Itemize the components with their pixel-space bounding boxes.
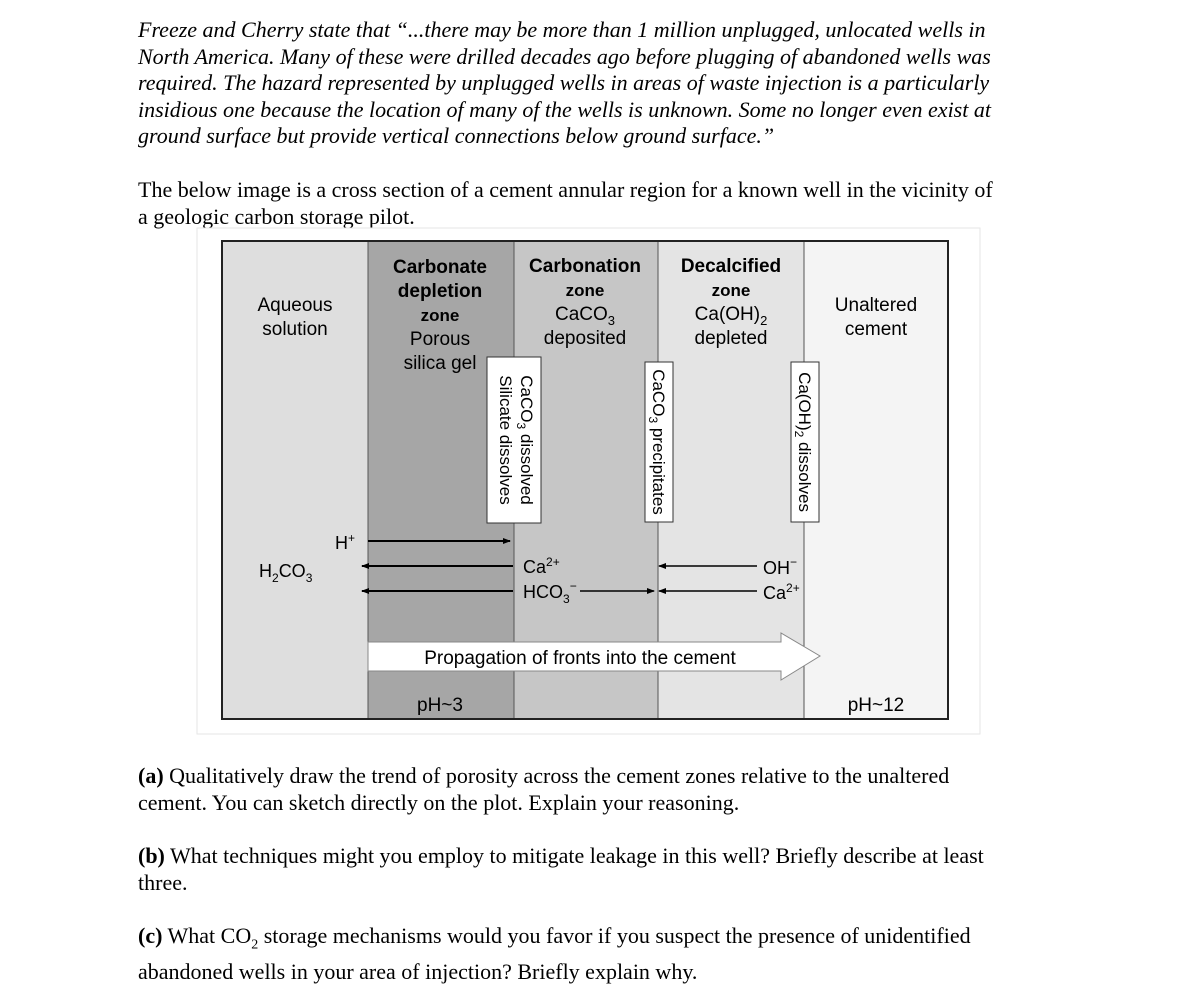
unaltered-label: cement: [844, 319, 908, 340]
question-b-label: (b): [138, 843, 165, 868]
depletion-sub: zone: [420, 306, 460, 325]
carbonation-desc: deposited: [543, 328, 627, 349]
front-1-line2: Silicate dissolves: [496, 375, 515, 505]
front-3-label: [792, 372, 814, 512]
question-line: three.: [138, 869, 188, 895]
ph-right-label: pH~12: [847, 695, 905, 716]
decalcified-desc: depleted: [694, 328, 768, 349]
decalcified-desc: $Ca(OH)_2$: [694, 304, 768, 328]
depletion-desc: silica gel: [403, 353, 477, 374]
hco3-label: $HCO_3^-$: [523, 579, 577, 606]
quote-line: required. The hazard represented by unplugged wells in areas of waste injection is a particularly: [138, 70, 990, 95]
decalcified-title: Decalcified: [680, 256, 782, 277]
quote-line: ground surface but provide vertical connections below ground surface.”: [138, 123, 775, 148]
aqueous-label: Aqueous: [257, 295, 333, 316]
ca-ion-label: $Ca^{2+}$: [523, 555, 560, 577]
depletion-title: depletion: [397, 281, 483, 302]
quote-line: Freeze and Cherry state that “...there may be more than 1 million unplugged, unlocated wells in: [138, 17, 986, 42]
oh-label: OH−: [763, 555, 798, 578]
decalcified-sub: zone: [711, 281, 751, 300]
question-c-label: (c): [138, 923, 163, 948]
carbonation-sub: zone: [565, 281, 605, 300]
carbonation-title: Carbonation: [529, 256, 641, 277]
question-line: (b) What techniques might you employ to mitigate leakage in this well? Briefly describe at least: [138, 843, 984, 868]
aqueous-label: solution: [262, 319, 328, 340]
depletion-desc: Porous: [409, 329, 471, 350]
front-1-line1: CaCO$_3$ dissolved: [514, 375, 536, 505]
question-a-label: (a): [138, 763, 164, 788]
ca-ion-label-2: $Ca^{2+}$: [763, 581, 800, 603]
question-line: abandoned wells in your area of injection? Briefly explain why.: [138, 958, 698, 984]
question-a: [138, 763, 1053, 816]
svg-text:CaCO3 precipitates: CaCO$_3$ precipitates: [646, 369, 668, 515]
carbonation-desc: CaCO$_3$: [554, 304, 616, 328]
question-b: [138, 843, 1053, 896]
propagation-label: Propagation of fronts into the cement: [424, 648, 736, 669]
h2co3-label: $H_2CO_3$: [259, 561, 313, 585]
question-c: [138, 923, 1053, 985]
intro-line: a geologic carbon storage pilot.: [138, 203, 415, 229]
intro-line: The below image is a cross section of a cement annular region for a known well in the vicinity of: [138, 177, 993, 202]
h-plus-label: H+: [335, 531, 356, 553]
question-line: cement. You can sketch directly on the plot. Explain your reasoning.: [138, 789, 740, 815]
question-line: (a) Qualitatively draw the trend of porosity across the cement zones relative to the unaltered: [138, 763, 950, 788]
quote-line: insidious one because the location of many of the wells is unknown. Some no longer even exist at: [138, 96, 991, 122]
quote-line: North America. Many of these were drilled decades ago before plugging of abandoned wells was: [138, 43, 991, 69]
front-2-label: [646, 369, 668, 515]
ph-left-label: pH~3: [417, 695, 463, 716]
question-line: (c) What $CO_2$ storage mechanisms would you favor if you suspect the presence of unidentified: [138, 923, 971, 953]
unaltered-label: Unaltered: [834, 295, 918, 316]
depletion-title: Carbonate: [393, 257, 487, 278]
svg-text:Ca(OH)2 dissolves: $Ca(OH)_2$ dissolves: [792, 372, 814, 512]
